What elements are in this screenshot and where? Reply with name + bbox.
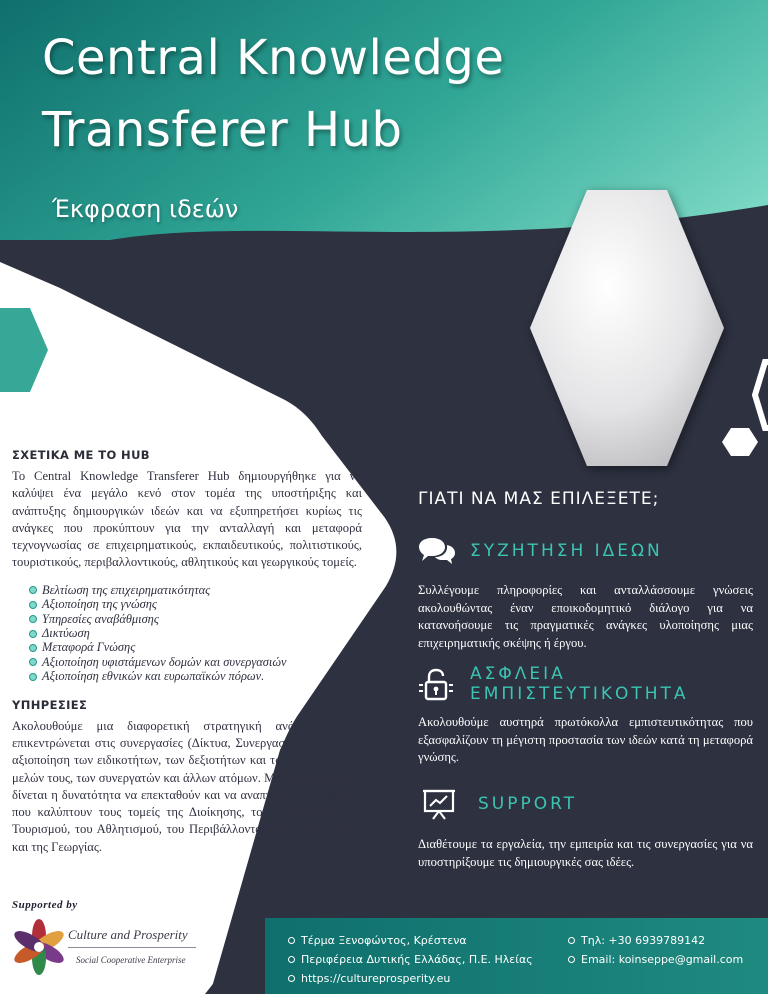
about-text: Το Central Knowledge Transferer Hub δημιουργήθηκε για να καλύψει ένα μεγάλο κενό στον τομέα της υποστήριξης και ανάπτυξης δημιουργικών ιδεών και να εξυπηρετήσει κυρίως τις ανάγκες που προκύπτουν για την ανταλλαγή και μεταφορά τεχνογνωσίας σε επιχειρηματικούς, εκπαιδευτικούς, πολιτιστικούς, τουριστικούς, περιβαλλοντικούς, αθλητικούς και γεωργικούς τομείς. [12,469,362,570]
services-text: Ακολουθούμε μια διαφορετική στρατηγική ανάπτυξης που επικεντρώνεται στις συνεργασίες (Δίκτυα, Συνεργασίες κ.λπ.) στην αξιοποίηση των ειδικοτήτων, των δεξιοτήτων και των γνώσεων των μελών τους, των συνεργατών και άλλων ατόμων. Με τον τρόπο αυτό δίνεται η δυνατότητα να επεκταθούν και να αναπτυχθούν υπηρεσίες που καλύπτουν τους τομείς της Διοίκησης, του Πολιτισμού, του Τουρισμού, του Αθλητισμού, του Περιβάλλοντος, της Εκπαίδευσης και της Γεωργίας. [12,718,362,854]
feature-title: SUPPORT [478,794,578,814]
footer-website-link[interactable]: https://cultureprosperity.eu [288,972,450,985]
list-item: Αξιοποίηση εθνικών και ευρωπαϊκών πόρων. [29,669,362,683]
list-item: Αξιοποίηση της γνώσης [29,597,362,611]
page-title [42,22,702,166]
logo-divider [68,947,196,948]
page-subtitle: Έκφραση ιδεών [52,195,239,223]
logo-name: Culture and Prosperity [68,927,188,942]
left-column [12,448,362,856]
feature-title-line-2: ΕΜΠΙΣΤΕΥΤΙΚΟΤΗΤΑ [470,684,689,704]
flower-logo-icon [12,918,66,976]
logo-tagline: Social Cooperative Enterprise [76,955,186,965]
footer-phone: Τηλ: +30 6939789142 [568,934,705,947]
title-line-2: Transferer Hub [42,102,403,158]
feature-text: Ακολουθούμε αυστηρά πρωτόκολλα εμπιστευτικότητας που εξασφαλίζουν τη μέγιστη προστασία των ιδεών κατά τη μεταφορά γνώσης. [418,715,753,764]
footer-email-link[interactable]: Email: koinseppe@gmail.com [568,953,743,966]
supported-by-label: Supported by [12,899,78,911]
presentation-board-icon [422,788,456,820]
feature-text: Διαθέτουμε τα εργαλεία, την εμπειρία και τις συνεργασίες για να υποστηρίξουμε τις δημιουργικές σας ιδέες. [418,837,753,869]
chat-bubbles-icon [418,536,456,566]
about-heading: ΣΧΕΤΙΚΑ ΜΕ ΤΟ HUB [12,448,150,462]
benefits-list [12,583,362,684]
feature-text: Συλλέγουμε πληροφορίες και ανταλλάσσουμε γνώσεις ακολουθώντας έναν εποικοδομητικό διάλογο για να κατανοήσουμε τις πραγματικές ανάγκες υλοποίησης μιας επιχειρηματικής σκέψης ή έργου. [418,583,753,650]
footer-region: Περιφέρεια Δυτικής Ελλάδας, Π.Ε. Ηλείας [288,953,533,966]
why-heading: ΓΙΑΤΙ ΝΑ ΜΑΣ ΕΠΙΛΕΞΕΤΕ; [418,489,660,509]
feature-title-line-1: ΑΣΦΛΕΙΑ [470,664,566,684]
list-item: Αξιοποίηση υφιστάμενων δομών και συνεργασιών [29,655,362,669]
list-item: Βελτίωση της επιχειρηματικότητας [29,583,362,597]
supporter-logo [12,918,66,976]
feature-title: ΣΥΖΗΤΗΣΗ ΙΔΕΩΝ [470,541,663,561]
title-line-1: Central Knowledge [42,30,505,86]
services-heading: ΥΠΗΡΕΣΙΕΣ [12,697,88,712]
list-item: Μεταφορά Γνώσης [29,640,362,654]
footer-address: Τέρμα Ξενοφώντος, Κρέστενα [288,934,467,947]
list-item: Υπηρεσίες αναβάθμισης [29,612,362,626]
padlock-icon [418,668,454,704]
list-item: Δικτύωση [29,626,362,640]
